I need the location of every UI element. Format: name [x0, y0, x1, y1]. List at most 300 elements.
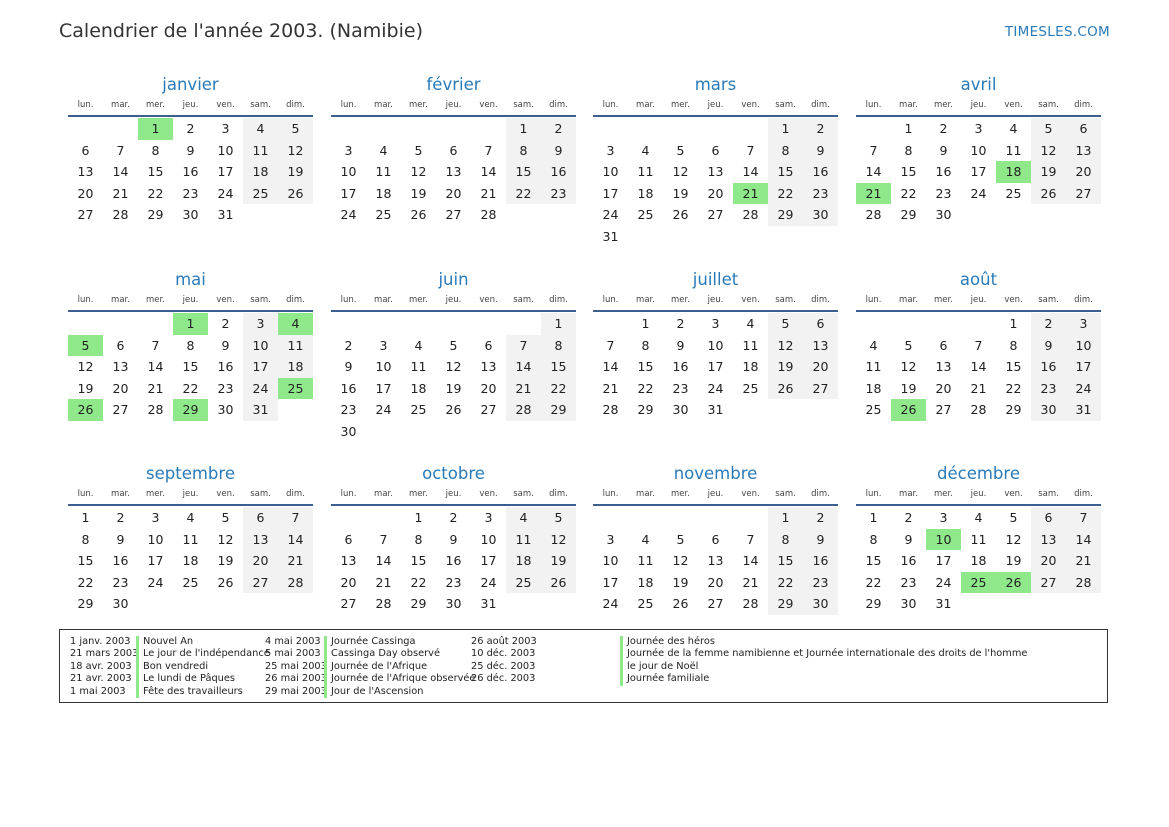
weekday-header [331, 293, 576, 312]
day-cell: 29 [865, 596, 882, 612]
day-cell: 10 [602, 553, 619, 569]
empty-cell [663, 118, 698, 140]
days-grid [593, 118, 838, 248]
day-cell: 12 [445, 359, 462, 375]
day-cell: 12 [672, 553, 689, 569]
day-cell: 26 [672, 596, 689, 612]
day-cell: 25 [1005, 185, 1022, 201]
weekday-label: ven. [741, 100, 760, 110]
holiday-day-cell: 5 [68, 335, 103, 357]
day-cell: 31 [243, 399, 278, 421]
day-cell: 25 [410, 402, 427, 418]
day-cell: 7 [1066, 507, 1101, 529]
day-cell: 30 [803, 593, 838, 615]
day-cell: 28 [375, 596, 392, 612]
day-cell: 7 [869, 142, 878, 158]
day-cell: 3 [974, 121, 983, 136]
day-cell: 31 [1066, 399, 1101, 421]
days-grid [856, 507, 1101, 615]
day-cell: 13 [1066, 140, 1101, 162]
weekday-label: mer. [934, 295, 953, 305]
empty-cell [663, 507, 698, 529]
weekday-label: lun. [865, 100, 882, 110]
days-grid [68, 118, 313, 226]
day-cell: 22 [147, 185, 164, 201]
weekday-label: sam. [1038, 489, 1059, 499]
day-cell: 18 [375, 185, 392, 201]
day-cell: 13 [803, 335, 838, 357]
weekday-header [856, 98, 1101, 117]
day-cell: 18 [970, 553, 987, 569]
day-cell: 1 [768, 507, 803, 529]
weekday-label: dim. [811, 100, 830, 110]
weekday-label: lun. [340, 100, 357, 110]
day-cell: 9 [1031, 335, 1066, 357]
weekday-label: lun. [340, 489, 357, 499]
day-cell: 18 [637, 185, 654, 201]
day-cell: 21 [375, 574, 392, 590]
day-cell: 28 [1066, 572, 1101, 594]
day-cell: 16 [217, 359, 234, 375]
weekday-label: mar. [111, 100, 130, 110]
month-name: septembre [146, 464, 235, 483]
day-cell: 25 [243, 183, 278, 205]
weekday-label: mer. [934, 489, 953, 499]
day-cell: 6 [1031, 507, 1066, 529]
day-cell: 20 [803, 356, 838, 378]
day-cell: 6 [449, 142, 458, 158]
day-cell: 22 [77, 574, 94, 590]
day-cell: 19 [768, 356, 803, 378]
days-grid [331, 313, 576, 443]
day-cell: 11 [970, 531, 987, 547]
day-cell: 14 [480, 164, 497, 180]
holiday-day-cell: 21 [733, 183, 768, 205]
legend-holiday-name: Journée de l'Afrique [324, 661, 475, 673]
day-cell: 10 [1066, 335, 1101, 357]
empty-cell [593, 118, 628, 140]
day-cell: 27 [1031, 572, 1066, 594]
weekday-label: mer. [146, 489, 165, 499]
legend-date: 21 mars 2003 [70, 648, 139, 660]
day-cell: 3 [221, 121, 230, 136]
legend-names-col-1 [136, 636, 270, 698]
days-grid [68, 313, 313, 421]
day-cell: 19 [445, 380, 462, 396]
day-cell: 15 [77, 553, 94, 569]
day-cell: 10 [147, 531, 164, 547]
day-cell: 4 [186, 510, 195, 525]
day-cell: 30 [182, 207, 199, 223]
day-cell: 25 [637, 207, 654, 223]
days-grid [856, 118, 1101, 226]
empty-cell [856, 118, 891, 140]
weekday-label: jeu. [445, 100, 462, 110]
day-cell: 22 [768, 183, 803, 205]
day-cell: 23 [112, 574, 129, 590]
day-cell: 9 [116, 531, 125, 547]
day-cell: 30 [1031, 399, 1066, 421]
day-cell: 7 [484, 142, 493, 158]
page-title: Calendrier de l'année 2003. (Namibie) [59, 20, 423, 42]
day-cell: 11 [865, 359, 882, 375]
weekday-header [68, 98, 313, 117]
day-cell: 2 [1031, 313, 1066, 335]
day-cell: 29 [410, 596, 427, 612]
day-cell: 5 [1009, 510, 1018, 525]
day-cell: 26 [768, 378, 803, 400]
day-cell: 17 [602, 185, 619, 201]
weekday-label: jeu. [970, 295, 987, 305]
day-cell: 9 [541, 140, 576, 162]
day-cell: 9 [904, 531, 913, 547]
day-cell: 29 [77, 596, 94, 612]
days-grid [331, 118, 576, 226]
day-cell: 28 [602, 402, 619, 418]
day-cell: 3 [243, 313, 278, 335]
day-cell: 27 [340, 596, 357, 612]
day-cell: 9 [449, 531, 458, 547]
weekday-label: dim. [549, 489, 568, 499]
day-cell: 23 [1031, 378, 1066, 400]
weekday-label: dim. [286, 100, 305, 110]
day-cell: 8 [869, 531, 878, 547]
empty-cell [856, 313, 891, 335]
day-cell: 21 [147, 380, 164, 396]
weekday-label: dim. [1074, 100, 1093, 110]
day-cell: 13 [445, 164, 462, 180]
legend-holiday-name: Journée de l'Afrique observée [324, 673, 475, 685]
legend-holiday-name: le jour de Noël [620, 661, 1027, 673]
weekday-label: sam. [250, 489, 271, 499]
day-cell: 19 [672, 574, 689, 590]
day-cell: 30 [803, 204, 838, 226]
day-cell: 20 [243, 550, 278, 572]
weekday-label: ven. [216, 100, 235, 110]
day-cell: 20 [707, 185, 724, 201]
empty-cell [331, 313, 366, 335]
day-cell: 29 [637, 402, 654, 418]
day-cell: 21 [602, 380, 619, 396]
legend-names-col-2 [324, 636, 475, 698]
day-cell: 11 [375, 164, 392, 180]
day-cell: 26 [217, 574, 234, 590]
weekday-label: mar. [899, 489, 918, 499]
empty-cell [103, 118, 138, 140]
day-cell: 1 [641, 316, 650, 331]
day-cell: 11 [742, 337, 759, 353]
weekday-label: mer. [409, 100, 428, 110]
weekday-label: mer. [671, 100, 690, 110]
legend-date: 1 mai 2003 [70, 685, 126, 697]
day-cell: 2 [186, 121, 195, 136]
day-cell: 8 [1009, 337, 1018, 353]
day-cell: 12 [900, 359, 917, 375]
day-cell: 8 [541, 335, 576, 357]
month-1 [331, 73, 576, 226]
day-cell: 22 [900, 185, 917, 201]
weekday-label: ven. [479, 100, 498, 110]
day-cell: 6 [116, 337, 125, 353]
legend-holiday-name: Journée familiale [620, 673, 1027, 685]
weekday-label: sam. [775, 100, 796, 110]
weekday-label: jeu. [707, 295, 724, 305]
day-cell: 14 [602, 359, 619, 375]
day-cell: 16 [112, 553, 129, 569]
holiday-day-cell: 26 [891, 399, 926, 421]
day-cell: 25 [375, 207, 392, 223]
weekday-label: jeu. [970, 100, 987, 110]
day-cell: 13 [77, 164, 94, 180]
day-cell: 2 [803, 118, 838, 140]
day-cell: 21 [506, 378, 541, 400]
day-cell: 24 [375, 402, 392, 418]
day-cell: 23 [340, 402, 357, 418]
day-cell: 17 [970, 164, 987, 180]
day-cell: 27 [112, 402, 129, 418]
day-cell: 2 [676, 316, 685, 331]
day-cell: 24 [480, 574, 497, 590]
day-cell: 21 [480, 185, 497, 201]
day-cell: 21 [742, 574, 759, 590]
day-cell: 7 [974, 337, 983, 353]
day-cell: 26 [410, 207, 427, 223]
empty-cell [698, 118, 733, 140]
day-cell: 15 [865, 553, 882, 569]
legend-date: 21 avr. 2003 [70, 673, 132, 685]
legend-date: 1 janv. 2003 [70, 636, 131, 647]
day-cell: 27 [707, 207, 724, 223]
weekday-label: dim. [811, 295, 830, 305]
weekday-label: lun. [77, 489, 94, 499]
day-cell: 11 [1005, 142, 1022, 158]
day-cell: 7 [746, 142, 755, 158]
day-cell: 13 [243, 529, 278, 551]
weekday-label: jeu. [182, 489, 199, 499]
month-5 [331, 268, 576, 443]
day-cell: 31 [602, 228, 619, 244]
legend-date: 4 mai 2003 [265, 636, 321, 647]
day-cell: 3 [379, 337, 388, 353]
holiday-day-cell: 25 [278, 378, 313, 400]
day-cell: 24 [243, 378, 278, 400]
days-grid [856, 313, 1101, 421]
legend-holiday-name: Bon vendredi [136, 661, 270, 673]
day-cell: 4 [641, 531, 650, 547]
day-cell: 24 [602, 207, 619, 223]
brand-link[interactable]: TIMESLES.COM [1004, 24, 1110, 40]
day-cell: 3 [711, 316, 720, 331]
day-cell: 8 [151, 142, 160, 158]
day-cell: 31 [935, 596, 952, 612]
weekday-label: jeu. [707, 100, 724, 110]
day-cell: 7 [278, 507, 313, 529]
day-cell: 13 [480, 359, 497, 375]
month-11 [856, 462, 1101, 615]
day-cell: 12 [77, 359, 94, 375]
weekday-label: mar. [374, 295, 393, 305]
weekday-label: jeu. [182, 100, 199, 110]
day-cell: 8 [768, 140, 803, 162]
weekday-label: sam. [775, 489, 796, 499]
day-cell: 17 [340, 185, 357, 201]
day-cell: 11 [506, 529, 541, 551]
empty-cell [961, 313, 996, 335]
day-cell: 16 [935, 164, 952, 180]
days-grid [593, 313, 838, 421]
empty-cell [436, 118, 471, 140]
legend-holiday-name: Le lundi de Pâques [136, 673, 270, 685]
holiday-day-cell: 25 [961, 572, 996, 594]
empty-cell [401, 118, 436, 140]
day-cell: 1 [81, 510, 90, 525]
day-cell: 16 [340, 380, 357, 396]
day-cell: 22 [410, 574, 427, 590]
holiday-day-cell: 18 [996, 161, 1031, 183]
day-cell: 23 [445, 574, 462, 590]
empty-cell [331, 507, 366, 529]
day-cell: 26 [541, 572, 576, 594]
day-cell: 14 [742, 164, 759, 180]
legend-names-col-3 [620, 636, 1027, 686]
day-cell: 10 [480, 531, 497, 547]
day-cell: 16 [900, 553, 917, 569]
day-cell: 17 [375, 380, 392, 396]
day-cell: 10 [602, 164, 619, 180]
day-cell: 24 [340, 207, 357, 223]
month-10 [593, 462, 838, 615]
day-cell: 2 [221, 316, 230, 331]
day-cell: 12 [541, 529, 576, 551]
day-cell: 9 [939, 142, 948, 158]
day-cell: 6 [1066, 118, 1101, 140]
day-cell: 26 [278, 183, 313, 205]
weekday-label: dim. [286, 295, 305, 305]
day-cell: 7 [151, 337, 160, 353]
day-cell: 9 [803, 140, 838, 162]
holiday-day-cell: 26 [68, 399, 103, 421]
empty-cell [698, 507, 733, 529]
weekday-label: mer. [409, 295, 428, 305]
day-cell: 16 [182, 164, 199, 180]
day-cell: 26 [1031, 183, 1066, 205]
day-cell: 13 [112, 359, 129, 375]
empty-cell [401, 313, 436, 335]
day-cell: 30 [935, 207, 952, 223]
empty-cell [138, 313, 173, 335]
day-cell: 1 [904, 121, 913, 136]
day-cell: 7 [606, 337, 615, 353]
day-cell: 21 [278, 550, 313, 572]
day-cell: 14 [147, 359, 164, 375]
day-cell: 19 [541, 550, 576, 572]
empty-cell [331, 118, 366, 140]
day-cell: 13 [707, 553, 724, 569]
day-cell: 16 [803, 161, 838, 183]
day-cell: 3 [606, 531, 615, 547]
empty-cell [926, 313, 961, 335]
day-cell: 7 [379, 531, 388, 547]
day-cell: 25 [637, 596, 654, 612]
day-cell: 28 [742, 207, 759, 223]
legend-date: 25 déc. 2003 [471, 660, 536, 672]
holiday-day-cell: 4 [278, 313, 313, 335]
day-cell: 18 [506, 550, 541, 572]
day-cell: 4 [641, 142, 650, 158]
day-cell: 25 [742, 380, 759, 396]
day-cell: 12 [217, 531, 234, 547]
weekday-label: ven. [1004, 295, 1023, 305]
day-cell: 16 [803, 550, 838, 572]
month-name: mai [175, 270, 206, 289]
day-cell: 3 [606, 142, 615, 158]
day-cell: 10 [217, 142, 234, 158]
legend-dates-col-2 [265, 636, 327, 698]
empty-cell [366, 313, 401, 335]
day-cell: 23 [672, 380, 689, 396]
day-cell: 27 [935, 402, 952, 418]
legend-holiday-name: Journée Cassinga [324, 636, 475, 648]
day-cell: 6 [344, 531, 353, 547]
weekday-label: lun. [77, 100, 94, 110]
day-cell: 22 [1005, 380, 1022, 396]
day-cell: 10 [340, 164, 357, 180]
day-cell: 10 [707, 337, 724, 353]
weekday-header [68, 487, 313, 506]
day-cell: 24 [935, 574, 952, 590]
month-7 [856, 268, 1101, 421]
day-cell: 12 [1031, 140, 1066, 162]
day-cell: 27 [480, 402, 497, 418]
day-cell: 15 [410, 553, 427, 569]
day-cell: 8 [414, 531, 423, 547]
day-cell: 30 [672, 402, 689, 418]
weekday-label: jeu. [445, 295, 462, 305]
day-cell: 5 [541, 507, 576, 529]
day-cell: 3 [1066, 313, 1101, 335]
weekday-label: ven. [216, 295, 235, 305]
legend-date: 29 mai 2003 [265, 685, 327, 697]
day-cell: 12 [410, 164, 427, 180]
day-cell: 29 [768, 204, 803, 226]
day-cell: 24 [602, 596, 619, 612]
legend-date: 26 mai 2003 [265, 673, 327, 685]
weekday-label: sam. [513, 489, 534, 499]
day-cell: 9 [344, 359, 353, 375]
day-cell: 19 [410, 185, 427, 201]
day-cell: 7 [116, 142, 125, 158]
empty-cell [471, 313, 506, 335]
day-cell: 22 [865, 574, 882, 590]
day-cell: 23 [900, 574, 917, 590]
legend-holiday-name: Cassinga Day observé [324, 648, 475, 660]
day-cell: 2 [449, 510, 458, 525]
day-cell: 20 [935, 380, 952, 396]
weekday-header [593, 98, 838, 117]
day-cell: 5 [414, 142, 423, 158]
weekday-label: mar. [636, 295, 655, 305]
legend-holiday-name: Fête des travailleurs [136, 686, 270, 698]
day-cell: 10 [243, 335, 278, 357]
day-cell: 15 [768, 161, 803, 183]
day-cell: 6 [243, 507, 278, 529]
day-cell: 9 [186, 142, 195, 158]
day-cell: 20 [340, 574, 357, 590]
day-cell: 19 [278, 161, 313, 183]
day-cell: 30 [900, 596, 917, 612]
day-cell: 15 [147, 164, 164, 180]
day-cell: 22 [768, 572, 803, 594]
